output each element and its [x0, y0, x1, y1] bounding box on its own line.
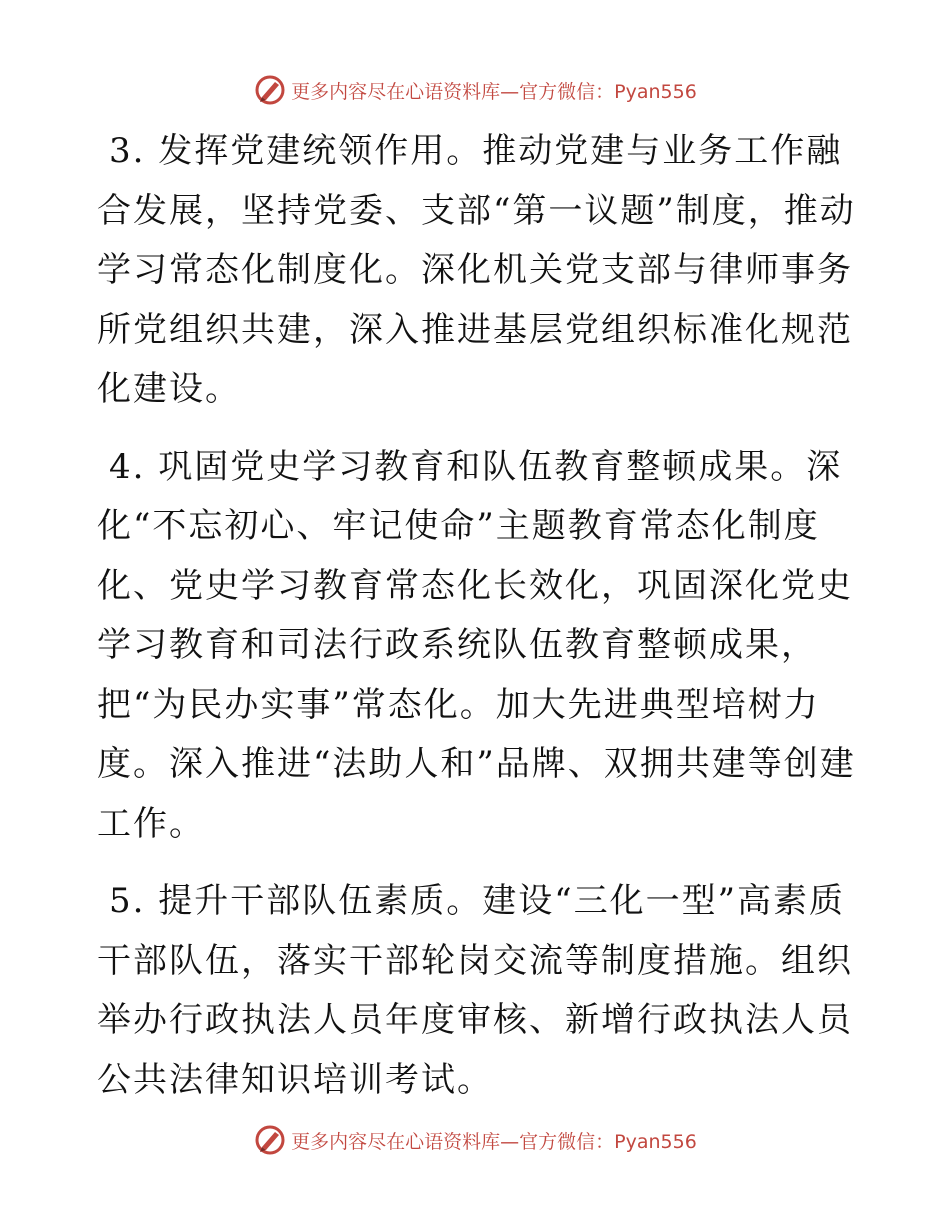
header-watermark: [0, 70, 950, 110]
paragraph-5: 5. 提升干部队伍素质。建设“三化一型”高素质干部队伍，落实干部轮岗交流等制度措施。组织举办行政执法人员年度审核、新增行政执法人员公共法律知识培训考试。: [97, 881, 853, 1100]
paragraph-4: 4. 巩固党史学习教育和队伍教育整顿成果。深化“不忘初心、牢记使命”主题教育常态化制度化、党史学习教育常态化长效化，巩固深化党史学习教育和司法行政系统队伍教育整顿成果，把“为民办实事”常态化。加大先进典型培树力度。深入推进“法助人和”品牌、双拥共建等创建工作。: [97, 446, 856, 844]
watermark-text: 更多内容尽在心语资料库—官方微信：Pyan556: [291, 80, 697, 103]
watermark-text: 更多内容尽在心语资料库—官方微信：Pyan556: [291, 1130, 697, 1153]
paragraph-3: 3. 发挥党建统领作用。推动党建与业务工作融合发展，坚持党委、支部“第一议题”制度，推动学习常态化制度化。深化机关党支部与律师事务所党组织共建，深入推进基层党组织标准化规范化建设。: [97, 131, 856, 409]
pen-logo-icon: [253, 1123, 287, 1157]
pen-logo-icon: [253, 73, 287, 107]
footer-watermark: [0, 1120, 950, 1160]
document-body: [97, 122, 857, 1128]
